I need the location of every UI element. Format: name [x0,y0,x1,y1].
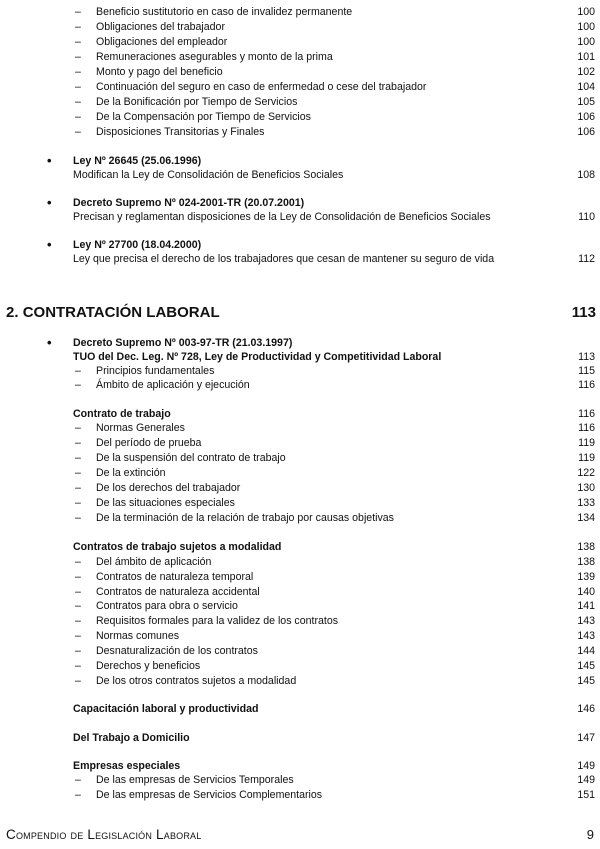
toc-entry-label: Contratos de naturaleza accidental [96,586,260,598]
dash: – [75,660,81,672]
dash: – [75,497,81,509]
section-heading[interactable] [6,303,596,323]
dash: – [75,675,81,687]
toc-entry-page: 116 [578,408,595,420]
toc-entry-label: Continuación del seguro en caso de enfermedad o cese del trabajador [96,81,427,93]
toc-entry-page: 130 [577,482,595,494]
toc-entry[interactable] [0,20,600,34]
toc-entry-label: De la extinción [96,467,166,479]
subheading-label: Capacitación laboral y productividad [73,703,259,715]
toc-entry-page: 151 [577,789,595,801]
toc-entry[interactable] [0,110,600,124]
dash: – [75,51,81,63]
toc-entry[interactable] [0,210,600,224]
toc-entry-page: 145 [577,675,595,687]
toc-subheading[interactable] [0,702,600,716]
bullet-icon: • [47,153,52,168]
bullet-icon: • [47,195,52,210]
toc-entry-page: 149 [577,760,595,772]
toc-entry-label: Derechos y beneficios [96,660,201,672]
toc-entry-label: Desnaturalización de los contratos [96,645,258,657]
subheading-label: Contratos de trabajo sujetos a modalidad [73,541,282,553]
toc-entry[interactable] [0,95,600,109]
toc-entry-page: 106 [577,111,595,123]
toc-entry-label: Disposiciones Transitorias y Finales [96,126,265,138]
subheading-label: Empresas especiales [73,760,181,772]
toc-entry-label: Remuneraciones asegurables y monto de la prima [96,51,333,63]
section-page: 113 [571,304,596,321]
footer-title: Compendio de Legislación Laboral [6,827,202,842]
toc-entry-page: 113 [578,351,595,363]
toc-entry-page: 110 [578,211,595,223]
toc-entry-page: 143 [577,615,595,627]
toc-entry[interactable] [0,629,600,643]
dash: – [75,512,81,524]
toc-entry-label: Obligaciones del empleador [96,36,228,48]
toc-entry-page: 104 [577,81,595,93]
toc-entry-page: 115 [578,365,595,377]
law-title: Ley Nº 27700 (18.04.2000) [73,239,202,251]
toc-entry-page: 138 [577,541,595,553]
law-title-row [0,196,600,210]
dash: – [75,452,81,464]
toc-entry-page: 100 [577,36,595,48]
toc-entry-label: De los derechos del trabajador [96,482,241,494]
subheading-label: Del Trabajo a Domicilio [73,732,190,744]
toc-entry-page: 108 [577,169,595,181]
toc-entry-page: 141 [577,600,595,612]
toc-entry[interactable] [0,5,600,19]
toc-entry[interactable] [0,65,600,79]
toc-entry[interactable] [0,252,600,266]
dash: – [75,379,81,391]
toc-entry-page: 112 [578,253,595,265]
toc-entry-page: 105 [577,96,595,108]
toc-entry[interactable] [0,364,600,378]
dash: – [75,586,81,598]
toc-entry-page: 144 [577,645,595,657]
toc-entry-page: 140 [577,586,595,598]
toc-entry[interactable] [0,378,600,392]
toc-entry[interactable] [0,599,600,613]
toc-entry[interactable] [0,674,600,688]
dash: – [75,36,81,48]
toc-entry-label: Monto y pago del beneficio [96,66,223,78]
dash: – [75,645,81,657]
toc-entry[interactable] [0,570,600,584]
toc-entry-page: 100 [577,6,595,18]
toc-entry-label: De las situaciones especiales [96,497,235,509]
bullet-icon: • [47,335,52,350]
toc-entry-page: 134 [577,512,595,524]
toc-entry[interactable] [0,451,600,465]
dash: – [75,365,81,377]
law-title: Decreto Supremo Nº 024-2001-TR (20.07.2001) [73,197,305,209]
toc-entry-page: 143 [577,630,595,642]
toc-entry-label: Normas comunes [96,630,180,642]
toc-entry-label: Obligaciones del trabajador [96,21,225,33]
toc-entry-label: De los otros contratos sujetos a modalidad [96,675,297,687]
dash: – [75,556,81,568]
toc-entry-page: 147 [577,732,595,744]
toc-entry-page: 119 [578,437,595,449]
toc-entry[interactable] [0,80,600,94]
toc-entry[interactable] [0,773,600,787]
toc-entry-page: 119 [578,452,595,464]
toc-entry-label: De la Bonificación por Tiempo de Servicios [96,96,298,108]
section-title: CONTRATACIÓN LABORAL [22,304,220,321]
toc-entry-label: Normas Generales [96,422,185,434]
toc-entry-page: 149 [577,774,595,786]
toc-entry-page: 139 [577,571,595,583]
toc-entry[interactable] [0,168,600,182]
law-description: Ley que precisa el derecho de los trabajadores que cesan de mantener su seguro de vida [73,253,495,265]
dash: – [75,774,81,786]
toc-entry-label: Beneficio sustitutorio en caso de invalidez permanente [96,6,353,18]
decree-subtitle: TUO del Dec. Leg. Nº 728, Ley de Productividad y Competitividad Laboral [73,351,442,363]
toc-subheading[interactable] [0,759,600,773]
dash: – [75,467,81,479]
page-footer [6,826,596,844]
dash: – [75,630,81,642]
toc-entry-label: De las empresas de Servicios Complementarios [96,789,323,801]
toc-entry-page: 146 [577,703,595,715]
toc-entry[interactable] [0,466,600,480]
toc-entry[interactable] [0,35,600,49]
toc-entry-label: De las empresas de Servicios Temporales [96,774,294,786]
dash: – [75,111,81,123]
toc-entry-label: Requisitos formales para la validez de los contratos [96,615,339,627]
toc-entry-label: Principios fundamentales [96,365,215,377]
toc-entry-page: 100 [577,21,595,33]
toc-entry-label: De la terminación de la relación de trabajo por causas objetivas [96,512,394,524]
toc-subheading[interactable] [0,731,600,745]
dash: – [75,482,81,494]
toc-entry[interactable] [0,644,600,658]
bullet-icon: • [47,237,52,252]
decree-title-row [0,336,600,350]
law-title: Ley Nº 26645 (25.06.1996) [73,155,202,167]
toc-entry-label: Contratos de naturaleza temporal [96,571,254,583]
toc-entry[interactable] [0,659,600,673]
toc-entry-label: De la Compensación por Tiempo de Servicios [96,111,311,123]
law-description: Modifican la Ley de Consolidación de Beneficios Sociales [73,169,344,181]
toc-entry[interactable] [0,481,600,495]
law-title-row [0,238,600,252]
dash: – [75,422,81,434]
dash: – [75,437,81,449]
dash: – [75,126,81,138]
toc-entry-page: 116 [578,379,595,391]
toc-entry-label: Contratos para obra o servicio [96,600,238,612]
toc-entry[interactable] [0,555,600,569]
law-title-row [0,154,600,168]
dash: – [75,789,81,801]
toc-entry[interactable] [0,496,600,510]
toc-entry-page: 106 [577,126,595,138]
toc-entry-page: 133 [577,497,595,509]
section-number: 2. [6,304,19,321]
toc-entry-page: 116 [578,422,595,434]
toc-subheading[interactable] [0,540,600,554]
toc-entry-label: Del ámbito de aplicación [96,556,212,568]
toc-entry[interactable] [0,421,600,435]
toc-entry-page: 145 [577,660,595,672]
toc-entry[interactable] [0,614,600,628]
toc-subheading[interactable] [0,407,600,421]
toc-entry-page: 101 [577,51,595,63]
toc-entry[interactable] [0,585,600,599]
toc-entry[interactable] [0,788,600,802]
law-description: Precisan y reglamentan disposiciones de la Ley de Consolidación de Beneficios Sociales [73,211,491,223]
page-number: 9 [586,827,594,842]
subheading-label: Contrato de trabajo [73,408,171,420]
dash: – [75,66,81,78]
dash: – [75,615,81,627]
toc-entry[interactable] [0,350,600,364]
toc-entry[interactable] [0,436,600,450]
toc-entry-page: 138 [577,556,595,568]
decree-title: Decreto Supremo Nº 003-97-TR (21.03.1997) [73,337,293,349]
toc-entry[interactable] [0,50,600,64]
toc-entry-page: 122 [577,467,595,479]
toc-entry[interactable] [0,125,600,139]
toc-entry-page: 102 [577,66,595,78]
dash: – [75,96,81,108]
toc-entry-label: Del período de prueba [96,437,202,449]
dash: – [75,21,81,33]
toc-entry-label: Ámbito de aplicación y ejecución [96,379,250,391]
dash: – [75,6,81,18]
toc-entry[interactable] [0,511,600,525]
dash: – [75,571,81,583]
dash: – [75,600,81,612]
toc-entry-label: De la suspensión del contrato de trabajo [96,452,286,464]
dash: – [75,81,81,93]
